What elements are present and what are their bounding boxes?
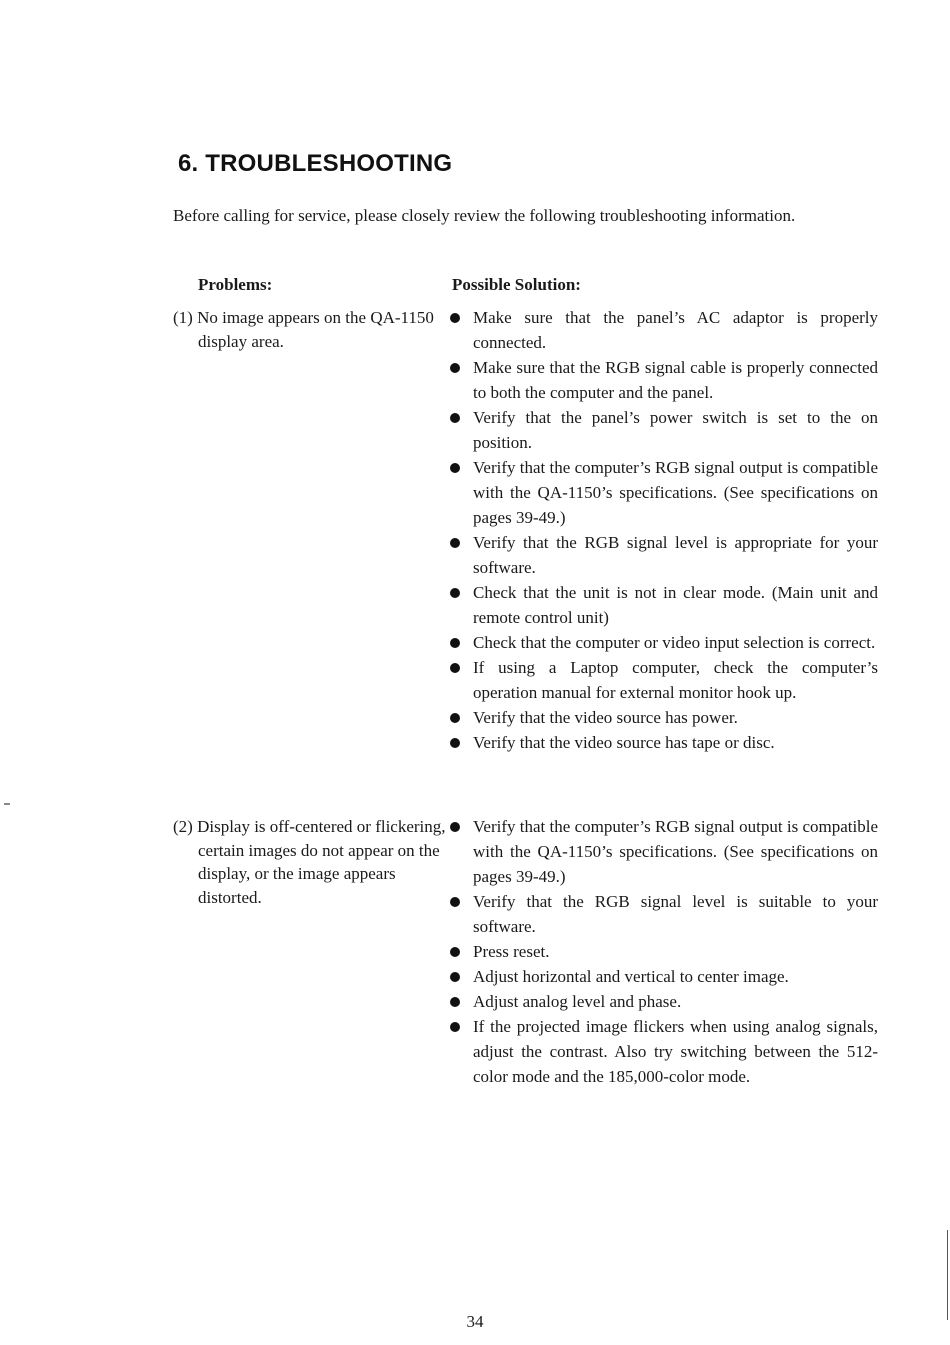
- solution-text: If using a Laptop computer, check the computer’s operation manual for external monitor hook up.: [473, 658, 878, 702]
- problem-1-solutions: [450, 305, 878, 755]
- solution-item: [450, 730, 878, 755]
- solution-text: Adjust analog level and phase.: [473, 992, 682, 1011]
- scan-mark: [947, 1230, 948, 1320]
- bullet-icon: [450, 822, 460, 832]
- problem-1-text: (1) No image appears on the QA-1150 display area.: [173, 308, 434, 351]
- page-title: 6. TROUBLESHOOTING: [178, 150, 453, 177]
- solution-text: Verify that the RGB signal level is suitable to your software.: [473, 892, 878, 936]
- bullet-icon: [450, 1022, 460, 1032]
- bullet-icon: [450, 413, 460, 423]
- bullet-icon: [450, 713, 460, 723]
- solution-text: Press reset.: [473, 942, 550, 961]
- solution-item: [450, 889, 878, 939]
- solution-text: Verify that the computer’s RGB signal output is compatible with the QA-1150’s specifications. (See specifications on pages 39-49.): [473, 458, 878, 527]
- solution-text: Verify that the video source has tape or disc.: [473, 733, 775, 752]
- solution-text: Verify that the RGB signal level is appropriate for your software.: [473, 533, 878, 577]
- solution-item: [450, 1014, 878, 1089]
- bullet-icon: [450, 363, 460, 373]
- bullet-icon: [450, 738, 460, 748]
- bullet-icon: [450, 897, 460, 907]
- solution-item: [450, 814, 878, 889]
- page-number: 34: [466, 1312, 484, 1331]
- bullet-icon: [450, 313, 460, 323]
- solution-text: Make sure that the RGB signal cable is properly connected to both the computer and the panel.: [473, 358, 878, 402]
- solution-item: [450, 939, 878, 964]
- bullet-icon: [450, 997, 460, 1007]
- scan-mark: [4, 803, 10, 805]
- solution-text: Check that the computer or video input selection is correct.: [473, 633, 876, 652]
- solution-item: [450, 705, 878, 730]
- solution-item: [450, 989, 878, 1014]
- bullet-icon: [450, 638, 460, 648]
- bullet-icon: [450, 588, 460, 598]
- bullet-icon: [450, 947, 460, 957]
- solution-item: [450, 964, 878, 989]
- solution-item: [450, 630, 878, 655]
- solution-item: [450, 305, 878, 355]
- problem-2-text: (2) Display is off-centered or flickering, certain images do not appear on the display, or the image appears distorted.: [173, 817, 446, 907]
- solution-text: Make sure that the panel’s AC adaptor is properly connected.: [473, 308, 878, 352]
- intro-paragraph: Before calling for service, please closely review the following troubleshooting information.: [173, 206, 796, 225]
- solution-item: [450, 530, 878, 580]
- bullet-icon: [450, 972, 460, 982]
- solution-item: [450, 580, 878, 630]
- solution-text: Check that the unit is not in clear mode. (Main unit and remote control unit): [473, 583, 878, 627]
- solutions-column-header: Possible Solution:: [452, 275, 581, 294]
- solution-item: [450, 455, 878, 530]
- bullet-icon: [450, 663, 460, 673]
- problem-2-solutions: [450, 814, 878, 1089]
- solution-text: If the projected image flickers when using analog signals, adjust the contrast. Also try switching between the 512-color mode and the 185,000-color mode.: [473, 1017, 878, 1086]
- solution-text: Verify that the computer’s RGB signal output is compatible with the QA-1150’s specifications. (See specifications on pages 39-49.): [473, 817, 878, 886]
- solution-item: [450, 405, 878, 455]
- bullet-icon: [450, 538, 460, 548]
- solution-item: [450, 355, 878, 405]
- solution-text: Verify that the panel’s power switch is set to the on position.: [473, 408, 878, 452]
- solution-text: Adjust horizontal and vertical to center image.: [473, 967, 789, 986]
- bullet-icon: [450, 463, 460, 473]
- solution-text: Verify that the video source has power.: [473, 708, 738, 727]
- solution-item: [450, 655, 878, 705]
- problems-column-header: Problems:: [198, 275, 273, 294]
